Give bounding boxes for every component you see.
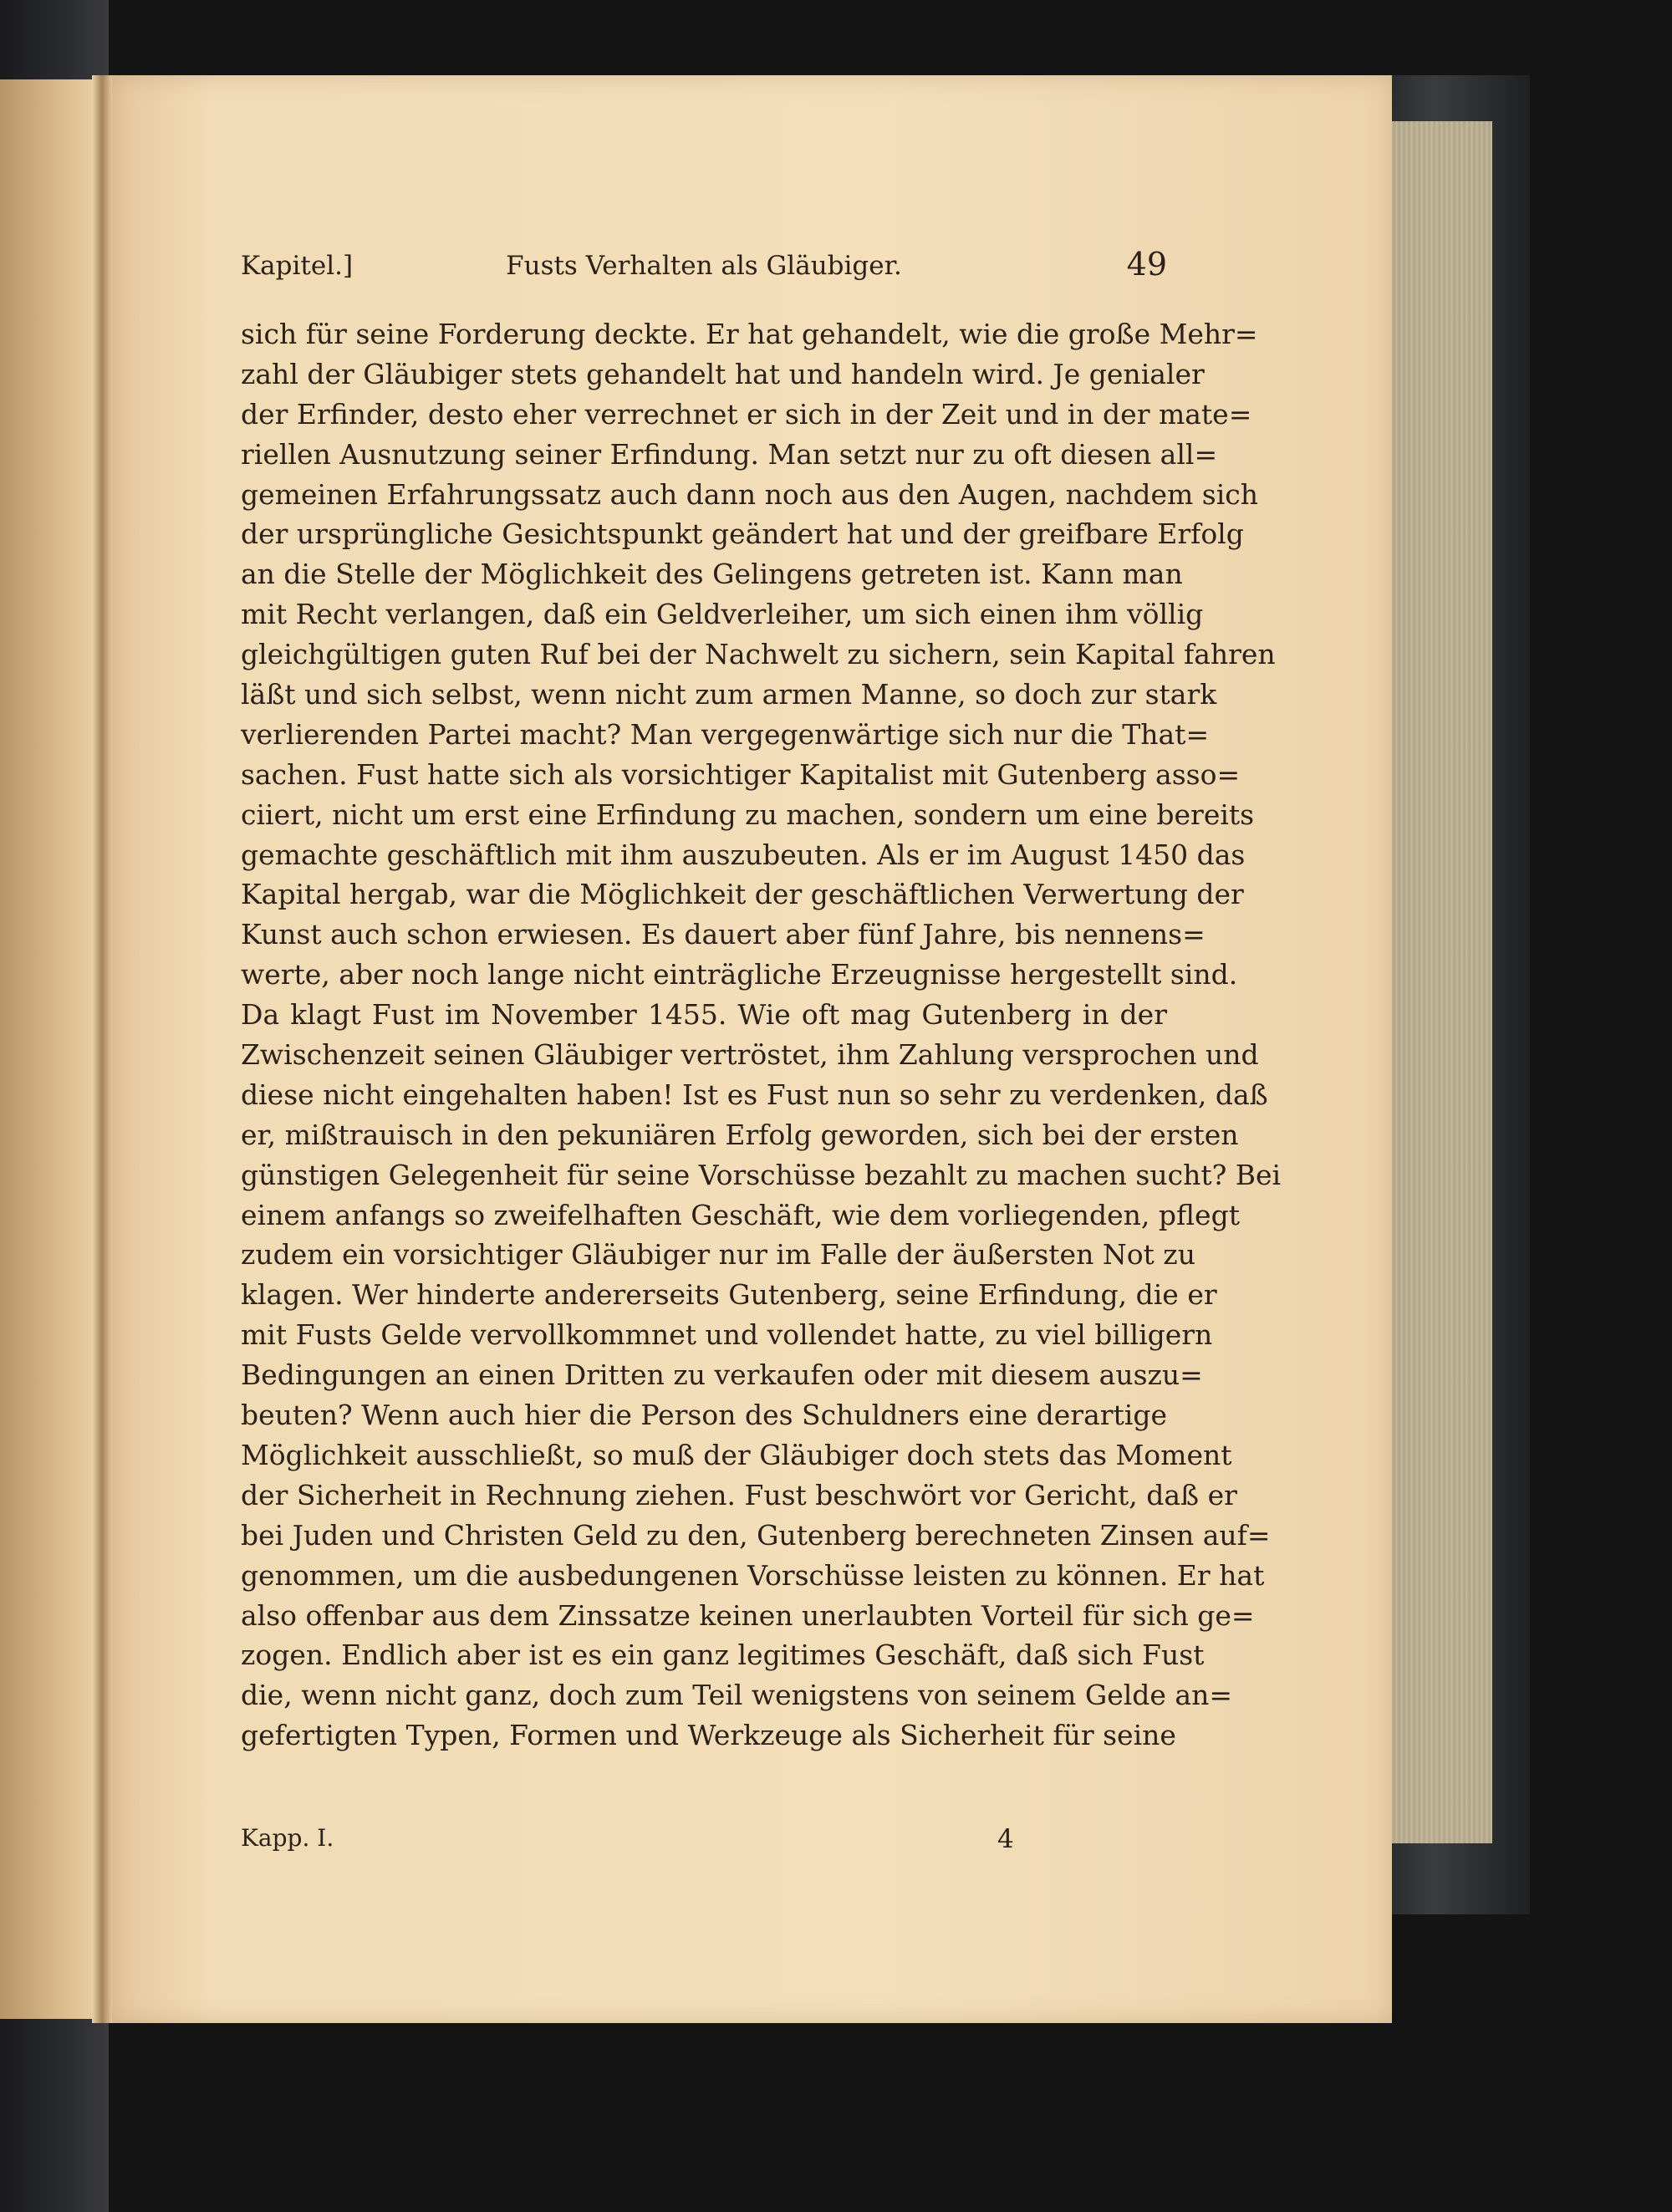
- page-footer: [241, 1824, 1167, 1858]
- signature-mark: Kapp. I.: [241, 1824, 334, 1852]
- page-stack-edges: [1392, 121, 1492, 1843]
- text-line: sich für seine Forderung deckte. Er hat gehandelt, wie die große Mehr=: [241, 318, 1258, 350]
- text-line: diese nicht eingehalten haben! Ist es Fust nun so sehr zu verdenken, daß: [241, 1078, 1268, 1111]
- text-line: mit Fusts Gelde vervollkommnet und vollendet hatte, zu viel billigern: [241, 1318, 1213, 1352]
- text-line: zudem ein vorsichtiger Gläubiger nur im Falle der äußersten Not zu: [241, 1238, 1195, 1272]
- text-line: genommen, um die ausbedungenen Vorschüsse leisten zu können. Er hat: [241, 1558, 1265, 1592]
- text-line: klagen. Wer hinderte andererseits Gutenberg, seine Erfindung, die er: [241, 1278, 1217, 1312]
- text-line: Da klagt Fust im November 1455. Wie oft mag Gutenberg in der: [241, 998, 1167, 1032]
- text-line: läßt und sich selbst, wenn nicht zum armen Manne, so doch zur stark: [241, 678, 1217, 711]
- page-number: 49: [1126, 246, 1167, 283]
- text-line: gefertigten Typen, Formen und Werkzeuge als Sicherheit für seine: [241, 1719, 1176, 1752]
- text-line: Möglichkeit ausschließt, so muß der Gläubiger doch stets das Moment: [241, 1438, 1232, 1471]
- text-line: zogen. Endlich aber ist es ein ganz legitimes Geschäft, daß sich Fust: [241, 1639, 1205, 1672]
- text-line: bei Juden und Christen Geld zu den, Gutenberg berechneten Zinsen auf=: [241, 1518, 1271, 1552]
- body-text: [241, 314, 1282, 1756]
- left-page-edge: [0, 79, 102, 2019]
- text-line: ciiert, nicht um erst eine Erfindung zu machen, sondern um eine bereits: [241, 798, 1255, 831]
- text-line: Kunst auch schon erwiesen. Es dauert aber fünf Jahre, bis nennens=: [241, 918, 1206, 951]
- running-head: [241, 246, 1167, 293]
- chapter-label: Kapitel.]: [241, 251, 354, 281]
- text-line: riellen Ausnutzung seiner Erfindung. Man setzt nur zu oft diesen all=: [241, 437, 1218, 471]
- text-line: an die Stelle der Möglichkeit des Gelingens getreten ist. Kann man: [241, 558, 1183, 591]
- text-line: der Erfinder, desto eher verrechnet er sich in der Zeit und in der mate=: [241, 397, 1252, 431]
- text-line: gemeinen Erfahrungssatz auch dann noch aus den Augen, nachdem sich: [241, 477, 1258, 511]
- text-line: einem anfangs so zweifelhaften Geschäft, wie dem vorliegenden, pflegt: [241, 1198, 1240, 1231]
- text-line: sachen. Fust hatte sich als vorsichtiger Kapitalist mit Gutenberg asso=: [241, 757, 1241, 791]
- text-line: also offenbar aus dem Zinssatze keinen unerlaubten Vorteil für sich ge=: [241, 1598, 1255, 1632]
- text-line: beuten? Wenn auch hier die Person des Schuldners eine derartige: [241, 1399, 1167, 1432]
- text-line: Bedingungen an einen Dritten zu verkaufen oder mit diesem auszu=: [241, 1358, 1203, 1392]
- text-line: er, mißtrauisch in den pekuniären Erfolg geworden, sich bei der ersten: [241, 1118, 1239, 1151]
- running-title: Fusts Verhalten als Gläubiger.: [506, 251, 902, 281]
- text-line: die, wenn nicht ganz, doch zum Teil wenigstens von seinem Gelde an=: [241, 1679, 1233, 1712]
- text-line: mit Recht verlangen, daß ein Geldverleiher, um sich einen ihm völlig: [241, 598, 1204, 631]
- text-line: Zwischenzeit seinen Gläubiger vertröstet, ihm Zahlung versprochen und: [241, 1038, 1259, 1072]
- text-line: werte, aber noch lange nicht einträgliche Erzeugnisse hergestellt sind.: [241, 958, 1238, 991]
- text-line: gleichgültigen guten Ruf bei der Nachwelt zu sichern, sein Kapital fahren: [241, 638, 1276, 671]
- text-line: günstigen Gelegenheit für seine Vorschüsse bezahlt zu machen sucht? Bei: [241, 1158, 1282, 1191]
- text-line: gemachte geschäftlich mit ihm auszubeuten. Als er im August 1450 das: [241, 838, 1246, 871]
- text-line: der Sicherheit in Rechnung ziehen. Fust beschwört vor Gericht, daß er: [241, 1478, 1237, 1511]
- text-line: zahl der Gläubiger stets gehandelt hat und handeln wird. Je genialer: [241, 357, 1205, 390]
- book-gutter: [92, 75, 112, 2023]
- text-line: Kapital hergab, war die Möglichkeit der geschäftlichen Verwertung der: [241, 878, 1244, 911]
- text-line: verlierenden Partei macht? Man vergegenwärtige sich nur die That=: [241, 717, 1210, 751]
- text-line: der ursprüngliche Gesichtspunkt geändert hat und der greifbare Erfolg: [241, 517, 1244, 551]
- signature-number: 4: [997, 1824, 1014, 1854]
